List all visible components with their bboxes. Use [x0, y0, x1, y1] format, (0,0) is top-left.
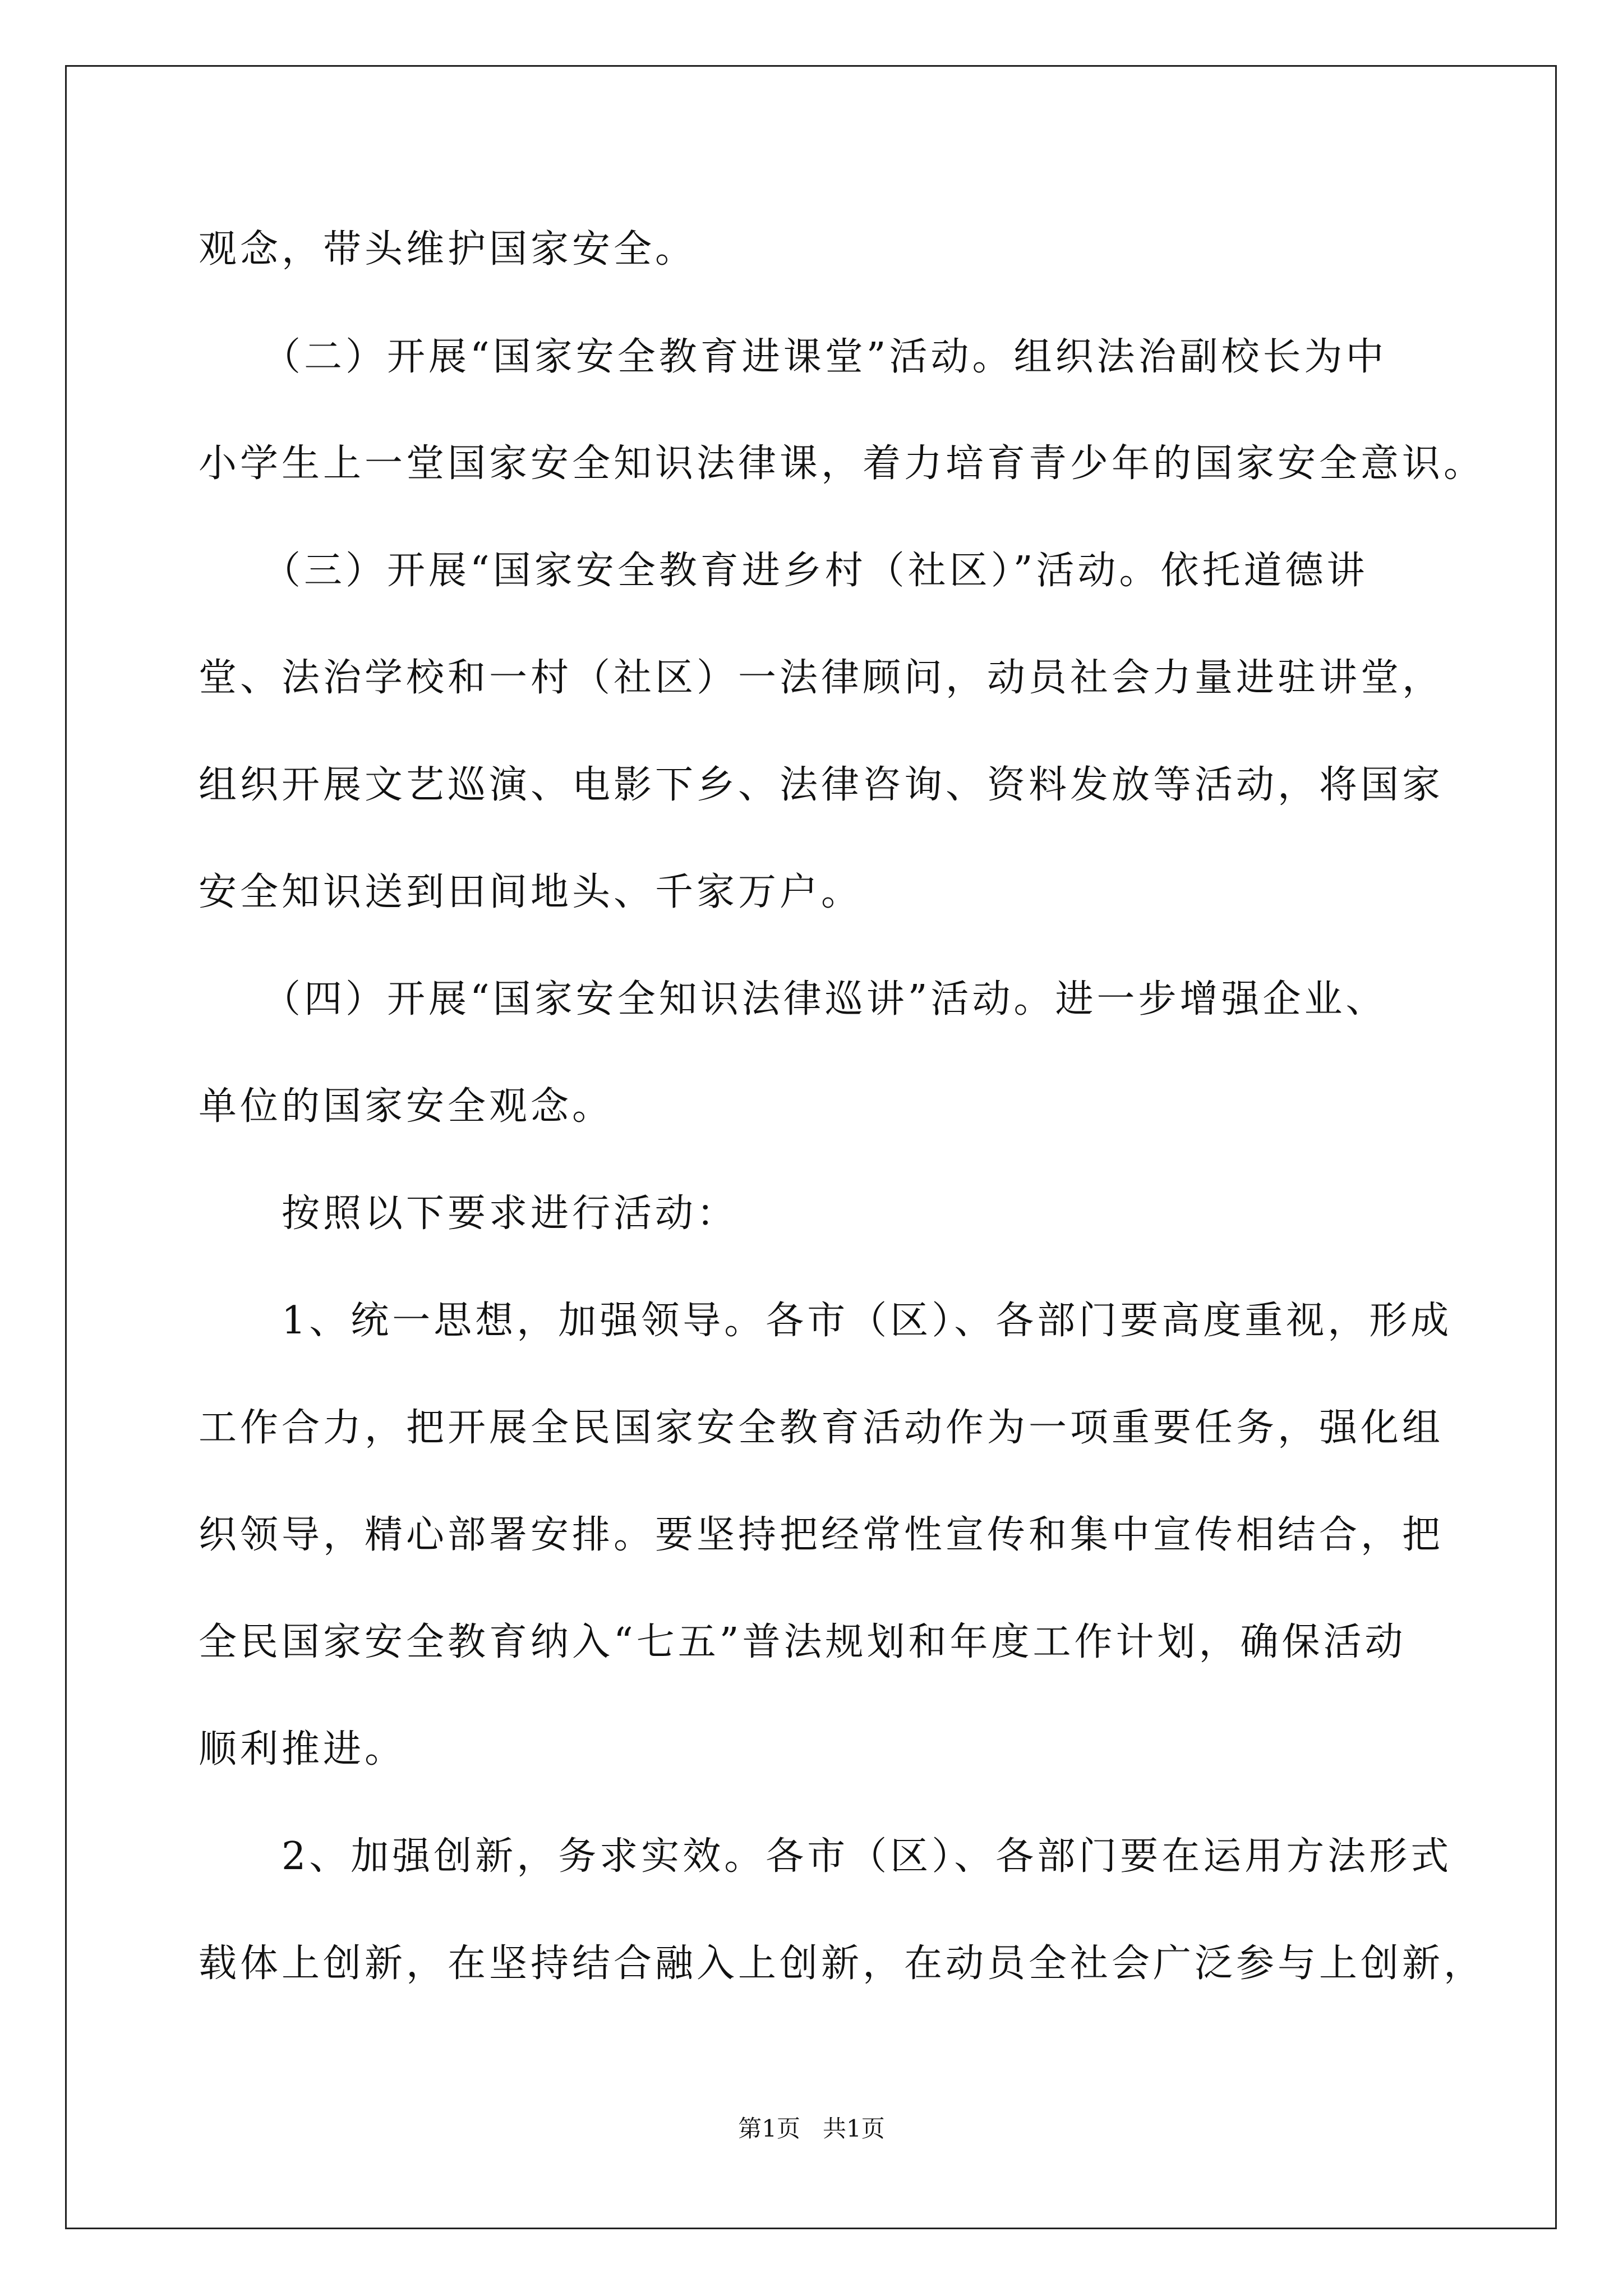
- page-footer: [0, 2115, 1623, 2143]
- text-line: 堂、法治学校和一村（社区）一法律顾问，动员社会力量进驻讲堂，: [199, 656, 1444, 700]
- text-line: 载体上创新，在坚持结合融入上创新，在动员全社会广泛参与上创新，: [199, 1941, 1486, 1986]
- text-line: 2、加强创新，务求实效。各市（区）、各部门要在运用方法形式: [199, 1834, 1453, 1879]
- text-line: 全民国家安全教育纳入“七五”普法规划和年度工作计划，确保活动: [199, 1620, 1407, 1664]
- text-line: 观念，带头维护国家安全。: [199, 227, 697, 272]
- text-line: 织领导，精心部署安排。要坚持把经常性宣传和集中宣传相结合，把: [199, 1513, 1444, 1557]
- text-line: 单位的国家安全观念。: [199, 1084, 614, 1129]
- page-number: 第1页: [738, 2115, 800, 2142]
- text-line: 安全知识送到田间地头、千家万户。: [199, 870, 863, 914]
- text-line: 顺利推进。: [199, 1727, 407, 1772]
- text-line: 工作合力，把开展全民国家安全教育活动作为一项重要任务，强化组: [199, 1406, 1444, 1450]
- text-line: 组织开展文艺巡演、电影下乡、法律咨询、资料发放等活动，将国家: [199, 763, 1444, 807]
- text-line: （四）开展“国家安全知识法律巡讲”活动。进一步增强企业、: [199, 977, 1387, 1022]
- text-line: 按照以下要求进行活动：: [199, 1191, 739, 1236]
- text-line: （三）开展“国家安全教育进乡村（社区）”活动。依托道德讲: [199, 549, 1368, 593]
- page-total: 共1页: [823, 2115, 885, 2142]
- page-border: [65, 65, 1557, 2229]
- text-line: （二）开展“国家安全教育进课堂”活动。组织法治副校长为中: [199, 335, 1387, 379]
- text-line: 小学生上一堂国家安全知识法律课，着力培育青少年的国家安全意识。: [199, 441, 1486, 486]
- text-line: 1、统一思想，加强领导。各市（区）、各部门要高度重视，形成: [199, 1299, 1453, 1343]
